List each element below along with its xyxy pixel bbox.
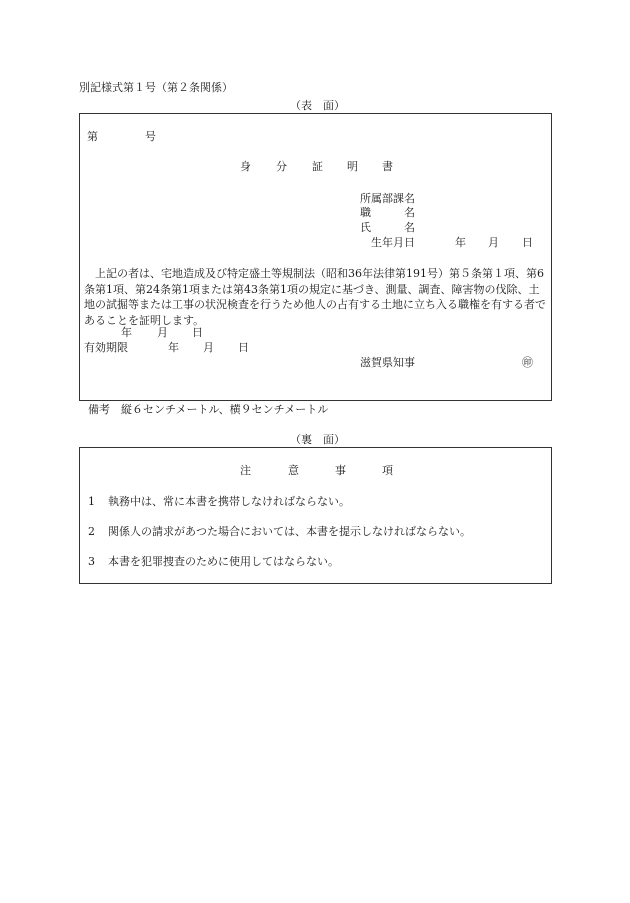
position-field-label-b: 名 xyxy=(404,206,415,219)
birth-day-label: 日 xyxy=(522,236,533,249)
validity-year-label: 年 xyxy=(168,341,179,354)
issue-day-label: 日 xyxy=(192,326,203,339)
notice-item-text: 本書を犯罪捜査のために使用してはならない。 xyxy=(108,555,339,568)
name-field-label-b: 名 xyxy=(404,221,415,234)
notice-item-number: 2 xyxy=(88,525,95,538)
issue-year-label: 年 xyxy=(121,326,132,339)
number-label: 第 xyxy=(87,130,98,143)
notice-title-char: 項 xyxy=(382,464,393,477)
size-note: 備考 縦６センチメートル、横９センチメートル xyxy=(88,403,329,416)
birth-year-label: 年 xyxy=(455,236,466,249)
front-card-box xyxy=(79,113,552,401)
form-label: 別記様式第１号（第２条関係） xyxy=(79,81,233,94)
notice-item-text: 関係人の請求があつた場合においては、本書を提示しなければならない。 xyxy=(108,525,471,538)
validity-day-label: 日 xyxy=(238,341,249,354)
front-side-title: （表 面） xyxy=(290,99,345,112)
certificate-body-text: 上記の者は、宅地造成及び特定盛土等規制法（昭和36年法律第191号）第５条第１項、第6条第1項、第24条第1項または第43条第1項の規定に基づき、測量、調査、障害物の伐除、土地の試掘等または工事の状況検査を行うため他人の占有する土地に立ち入る職権を有する者であることを証明します。 xyxy=(84,267,546,327)
certificate-title-char: 書 xyxy=(382,160,393,173)
certificate-title-char: 証 xyxy=(312,160,323,173)
birthdate-field-label: 生年月日 xyxy=(371,236,415,249)
notice-title-char: 事 xyxy=(335,464,346,477)
certificate-title-char: 明 xyxy=(347,160,358,173)
validity-label: 有効期限 xyxy=(84,341,128,354)
position-field-label-a: 職 xyxy=(360,206,371,219)
seal-mark: ㊞ xyxy=(522,356,533,369)
notice-item-number: 1 xyxy=(88,495,95,508)
back-side-title: （裏 面） xyxy=(290,433,345,446)
birth-month-label: 月 xyxy=(488,236,499,249)
name-field-label-a: 氏 xyxy=(360,221,371,234)
issuer-label: 滋賀県知事 xyxy=(360,356,415,369)
certificate-title-char: 分 xyxy=(276,160,287,173)
notice-title-char: 注 xyxy=(240,464,251,477)
validity-month-label: 月 xyxy=(203,341,214,354)
number-suffix: 号 xyxy=(145,130,156,143)
issue-month-label: 月 xyxy=(157,326,168,339)
certificate-title-char: 身 xyxy=(240,160,251,173)
notice-item-number: 3 xyxy=(88,555,95,568)
department-field-label: 所属部課名 xyxy=(360,192,415,205)
notice-title-char: 意 xyxy=(288,464,299,477)
notice-item-text: 執務中は、常に本書を携帯しなければならない。 xyxy=(108,495,350,508)
